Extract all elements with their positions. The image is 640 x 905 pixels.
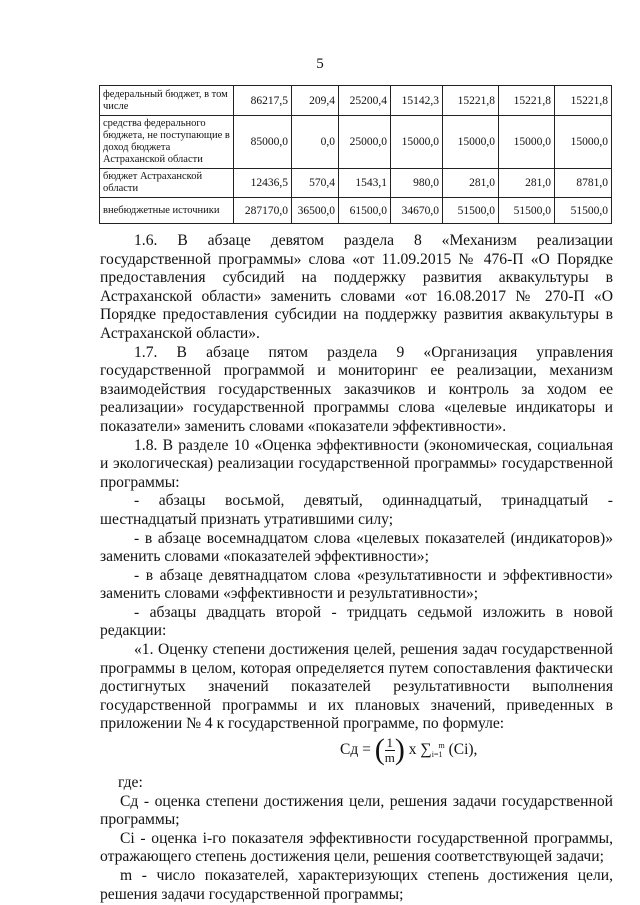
table-cell: 34670,0: [391, 198, 443, 224]
table-cell: 15000,0: [499, 116, 555, 169]
table-cell: 0,0: [292, 116, 339, 169]
paragraph-1-8: 1.8. В разделе 10 «Оценка эффективности (экономическая, социальная и экологическая) реализации государственной программы» государственной программы:: [100, 436, 613, 491]
table-row: [100, 198, 612, 224]
table-cell: 570,4: [292, 169, 339, 198]
formula-fraction: [385, 736, 395, 765]
row-label: средства федерального бюджета, не поступающие в доход бюджета Астраханской области: [100, 116, 234, 169]
table-cell: 25000,0: [339, 116, 391, 169]
row-label: федеральный бюджет, в том числе: [100, 86, 234, 116]
table-cell: 15221,8: [443, 86, 499, 116]
row-label: внебюджетные источники: [100, 198, 234, 224]
sum-symbol: ∑: [420, 741, 432, 759]
table-cell: 86217,5: [234, 86, 292, 116]
formula-times: x: [408, 741, 417, 759]
table-cell: 85000,0: [234, 116, 292, 169]
table-cell: 61500,0: [339, 198, 391, 224]
formula-term: (Ci),: [448, 741, 478, 759]
table-cell: 281,0: [499, 169, 555, 198]
page-number: 5: [316, 56, 324, 72]
table-cell: 15142,3: [391, 86, 443, 116]
list-item: - в абзаце девятнадцатом слова «результативности и эффективности» заменить словами «эффективности и результативности»;: [100, 566, 613, 603]
paren-open: (: [374, 733, 385, 767]
definition-ci: Сi - оценка i-го показателя эффективности государственной программы, отражающего степень достижения цели, решения соответствующей задачи;: [100, 829, 613, 866]
table-row: [100, 116, 612, 169]
paragraph-1-6: 1.6. В абзаце девятом раздела 8 «Механизм реализации государственной программы» слова «от 11.09.2015 № 476-П «О Порядке предоставления субсидий на поддержку развития аквакультуры в Астраханской области» заменить словами «от 16.08.2017 № 270-П «О Порядке предоставления субсидии на поддержку развития аквакультуры в Астраханской области».: [100, 232, 613, 342]
definition-m: m - число показателей, характеризующих степень достижения цели, решения задачи государственной программы;: [100, 867, 613, 903]
list-item: - в абзаце восемнадцатом слова «целевых показателей (индикаторов)» заменить словами «показателей эффективности»;: [100, 529, 613, 566]
table-cell: 980,0: [391, 169, 443, 198]
table-cell: 15000,0: [443, 116, 499, 169]
table-cell: 281,0: [443, 169, 499, 198]
list-item: - абзацы двадцать второй - тридцать седьмой изложить в новой редакции:: [100, 603, 613, 640]
table-cell: 15221,8: [555, 86, 612, 116]
paragraph-quote: «1. Оценку степени достижения целей, решения задач государственной программы в целом, которая определяется путем сопоставления фактически достигнутых значений показателей результативности выполнения государственной программы и их плановых значений, приведенных в приложении № 4 к государственной программе, по формуле:: [100, 641, 613, 733]
sum-upper: m: [438, 741, 445, 751]
where-label: где:: [118, 774, 143, 792]
budget-table: [99, 85, 612, 224]
row-label: бюджет Астраханской области: [100, 169, 234, 198]
table-cell: 12436,5: [234, 169, 292, 198]
table-cell: 209,4: [292, 86, 339, 116]
list-item: - абзацы восьмой, девятый, одиннадцатый, тринадцатый - шестнадцатый признать утратившими силу;: [100, 492, 613, 528]
table-row: [100, 169, 612, 198]
table-cell: 51500,0: [499, 198, 555, 224]
formula-lhs: Сд =: [340, 741, 371, 759]
formula: [100, 734, 613, 774]
table-cell: 8781,0: [555, 169, 612, 198]
sum-lower: i=1: [431, 750, 443, 760]
formula-denominator: m: [384, 750, 395, 766]
table-cell: 15000,0: [555, 116, 612, 169]
table-row: [100, 86, 612, 116]
paren-close: ): [394, 733, 405, 767]
definition-cd: Сд - оценка степени достижения цели, решения задачи государственной программы;: [100, 792, 613, 829]
table-cell: 36500,0: [292, 198, 339, 224]
table-cell: 51500,0: [443, 198, 499, 224]
table-cell: 287170,0: [234, 198, 292, 224]
paragraph-1-7: 1.7. В абзаце пятом раздела 9 «Организация управления государственной программой и мониторинг ее реализации, механизм взаимодействия государственных заказчиков и контроль за ходом ее реализации» государственной программы слова «целевые индикаторы и показатели» заменить словами «показатели эффективности».: [100, 343, 613, 435]
document-body: [100, 232, 613, 904]
table-cell: 25200,4: [339, 86, 391, 116]
table-cell: 15000,0: [391, 116, 443, 169]
table-cell: 51500,0: [555, 198, 612, 224]
table-cell: 15221,8: [499, 86, 555, 116]
formula-numerator: 1: [386, 735, 394, 751]
table-cell: 1543,1: [339, 169, 391, 198]
